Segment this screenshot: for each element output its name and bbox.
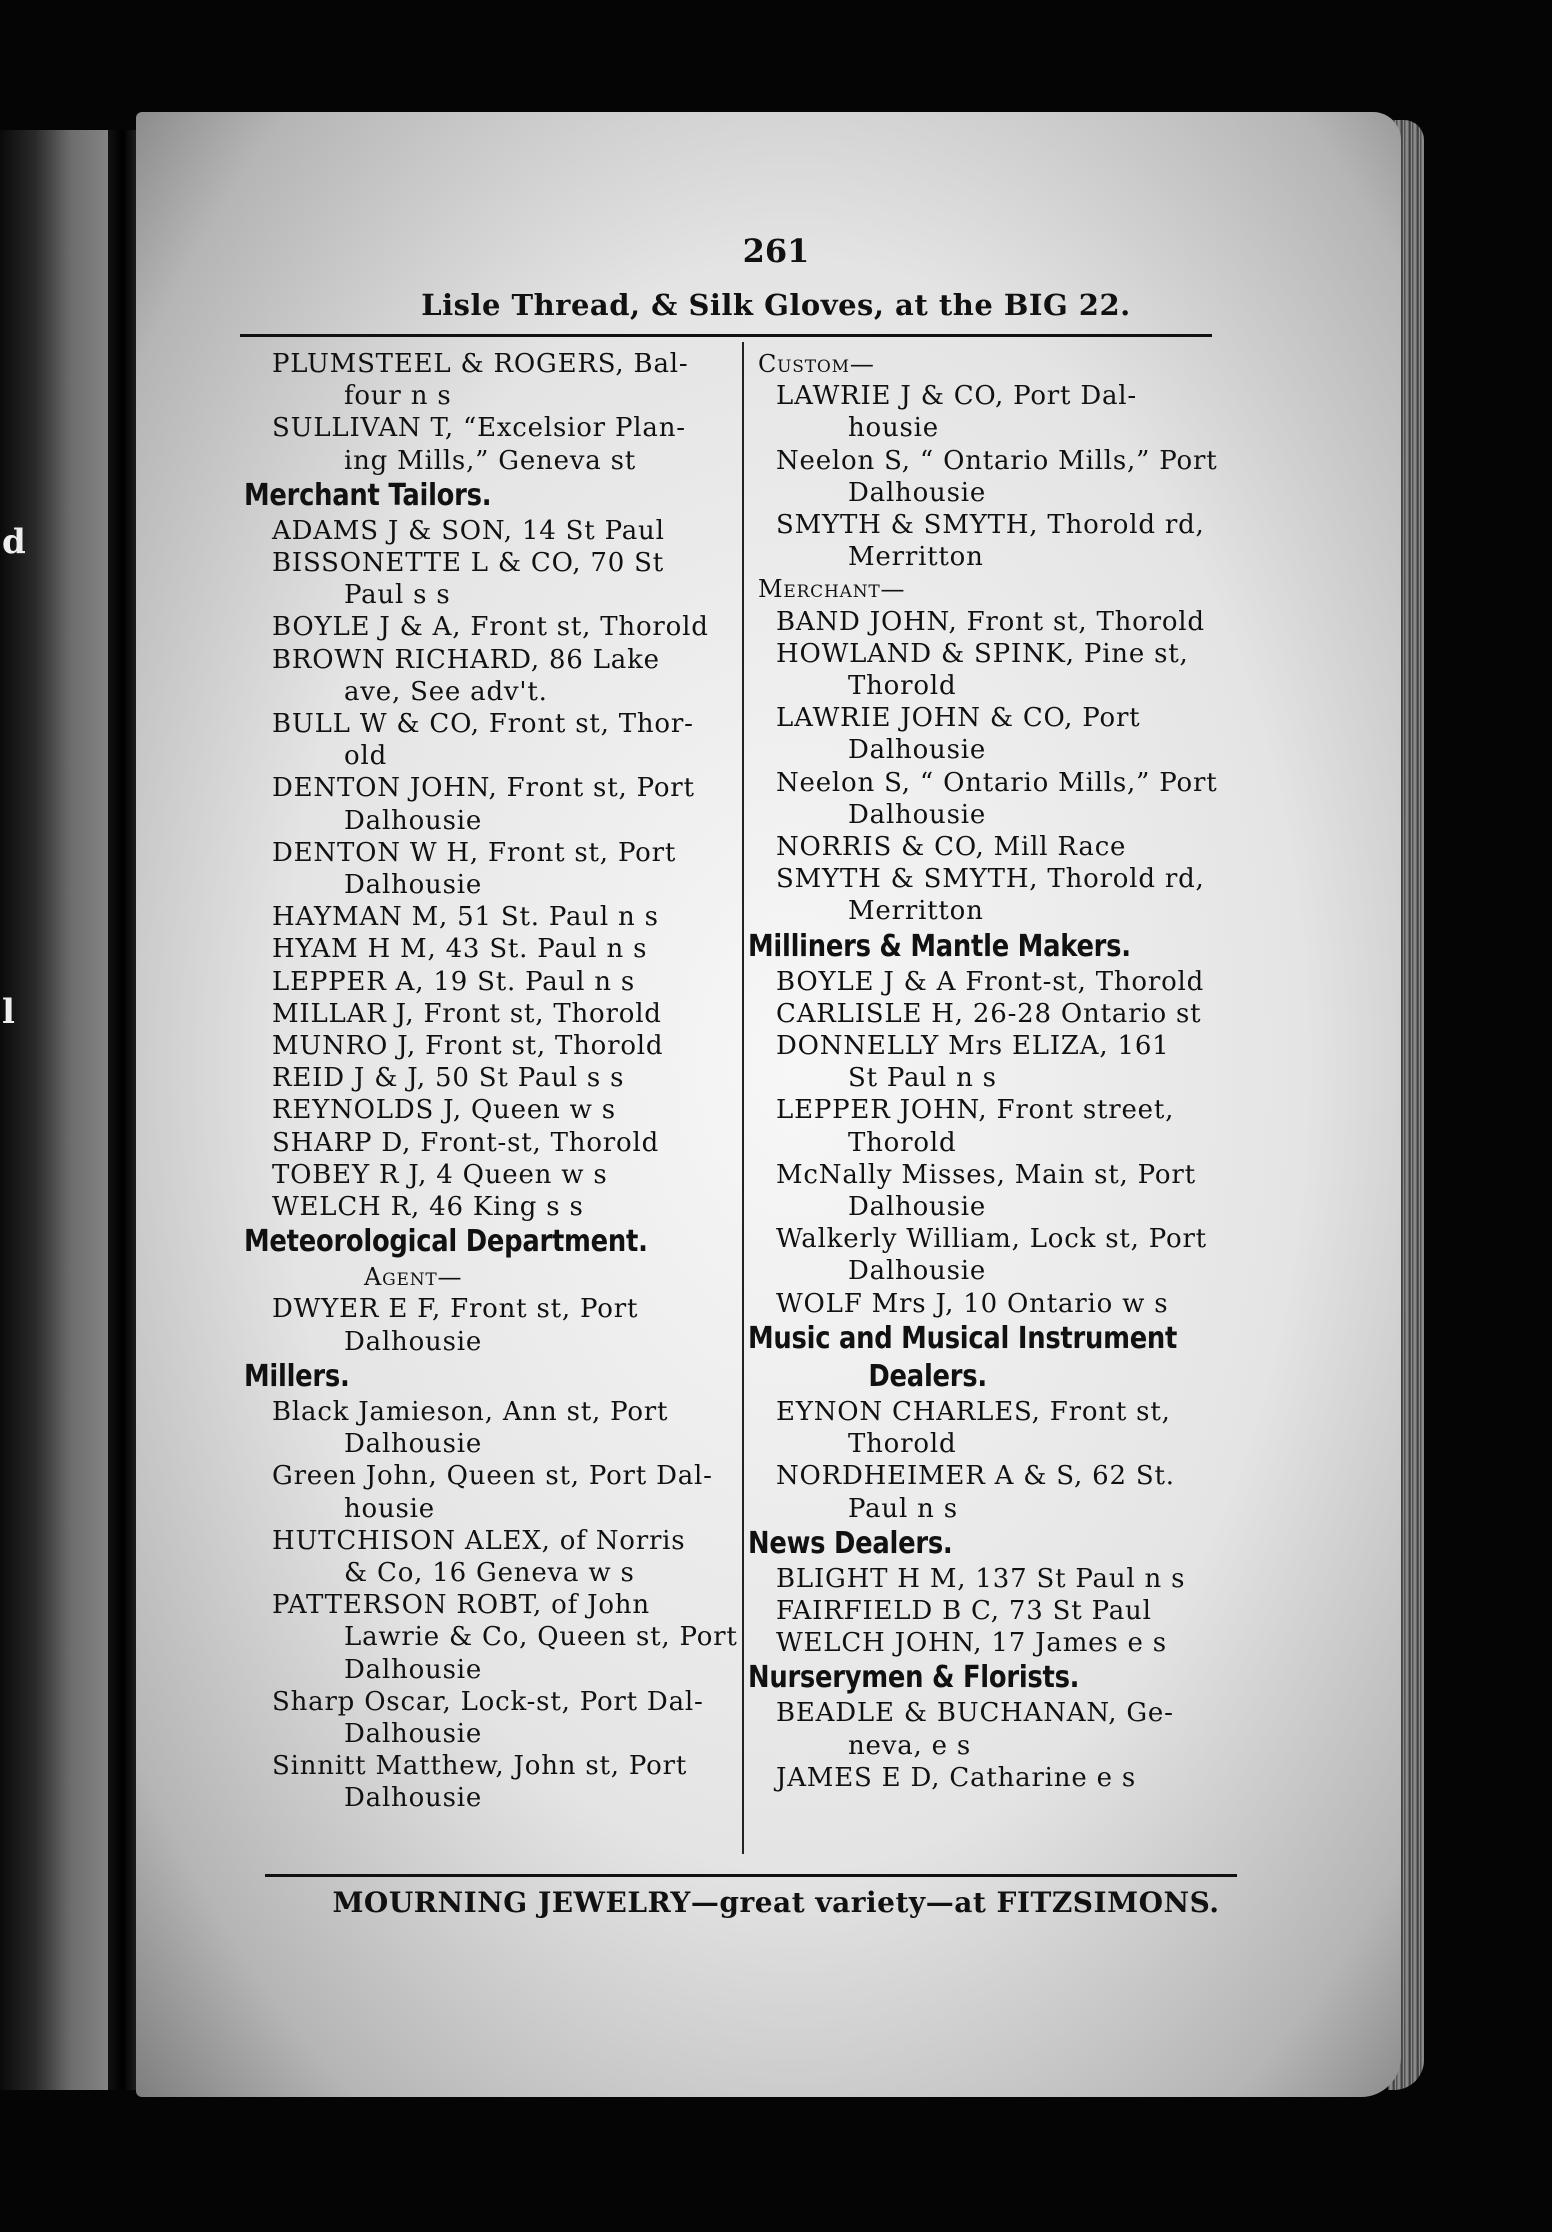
entry-line: Sinnitt Matthew, John st, Port [272,1751,688,1782]
section-heading: News Dealers. [748,1525,953,1561]
entry-line: BLIGHT H M, 137 St Paul n s [776,1563,1186,1594]
directory-entry [244,412,740,476]
directory-entry [748,1627,1240,1659]
entry-line: Black Jamieson, Ann st, Port [272,1396,669,1427]
directory-entry [244,515,740,547]
directory-entry [748,1288,1240,1320]
section-heading: Music and Musical Instrument [748,1320,1178,1356]
entry-line: TOBEY R J, 4 Queen w s [272,1159,608,1190]
right-column [748,348,1240,1794]
directory-entry [244,1686,740,1750]
directory-entry [748,831,1240,863]
entry-line: LEPPER A, 19 St. Paul n s [272,966,636,997]
directory-entry [748,1396,1240,1460]
entry-line: DONNELLY Mrs ELIZA, 161 [776,1031,1170,1062]
entry-line: CARLISLE H, 26-28 Ontario st [776,998,1202,1029]
column-divider [742,342,744,1854]
entry-line: SMYTH & SMYTH, Thorold rd, [776,864,1205,895]
entry-line: LAWRIE J & CO, Port Dal- [776,381,1137,412]
directory-entry [244,1159,740,1191]
entry-line: DWYER E F, Front st, Port [272,1294,639,1325]
subsection-label: Agent— [364,1263,463,1292]
directory-entry [244,966,740,998]
entry-line: Green John, Queen st, Port Dal- [272,1461,713,1492]
entry-line: HUTCHISON ALEX, of Norris [272,1525,686,1556]
directory-entry [748,1159,1240,1223]
entry-line: PATTERSON ROBT, of John [272,1590,650,1621]
entry-line: WELCH R, 46 King s s [272,1192,584,1223]
entry-continuation: Dalhousie [848,799,987,830]
entry-line: BOYLE J & A, Front st, Thorold [272,612,709,643]
directory-entry [748,1030,1240,1094]
directory-entry [244,1127,740,1159]
entry-line: HAYMAN M, 51 St. Paul n s [272,902,659,933]
directory-entry [748,1094,1240,1158]
entry-line: Neelon S, “ Ontario Mills,” Port [776,767,1218,798]
section-heading: Merchant Tailors. [244,477,492,513]
section-heading: Milliners & Mantle Makers. [748,928,1131,964]
footer-advertisement: MOURNING JEWELRY—great variety—at FITZSIMONS. [332,1886,1220,1919]
section-heading: Nurserymen & Florists. [748,1660,1080,1696]
directory-entry [748,1697,1240,1761]
directory-entry [748,606,1240,638]
directory-entry [244,1396,740,1460]
entry-continuation: Dalhousie [344,1654,483,1685]
directory-entry [244,547,740,611]
section-heading: Millers. [244,1358,350,1394]
entry-continuation: Dalhousie [848,1256,987,1287]
directory-entry [748,445,1240,509]
left-column [244,348,740,1815]
entry-line: NORDHEIMER A & S, 62 St. [776,1461,1175,1492]
directory-entry [748,966,1240,998]
entry-line: SULLIVAN T, “Excelsior Plan- [272,413,686,444]
entry-line: LAWRIE JOHN & CO, Port [776,703,1141,734]
directory-entry [244,1030,740,1062]
directory-entry [748,1563,1240,1595]
entry-line: JAMES E D, Catharine e s [776,1762,1136,1793]
directory-entry [244,837,740,901]
entry-line: HOWLAND & SPINK, Pine st, [776,638,1189,669]
section-heading: Meteorological Department. [244,1224,648,1260]
directory-entry [748,1595,1240,1627]
entry-line: Walkerly William, Lock st, Port [776,1224,1207,1255]
entry-line: REYNOLDS J, Queen w s [272,1095,616,1126]
left-page-edge [0,130,118,2090]
entry-continuation: St Paul n s [848,1063,997,1094]
directory-entry [748,509,1240,573]
entry-continuation: Dalhousie [848,1192,987,1223]
entry-continuation: Dalhousie [344,1326,483,1357]
section-heading-continuation: Dealers. [868,1358,987,1394]
entry-line: LEPPER JOHN, Front street, [776,1095,1175,1126]
entry-line: Sharp Oscar, Lock-st, Port Dal- [272,1686,704,1717]
entry-continuation: housie [344,1493,435,1524]
entry-line: HYAM H M, 43 St. Paul n s [272,934,648,965]
directory-entry [748,767,1240,831]
directory-entry [244,998,740,1030]
entry-line: BISSONETTE L & CO, 70 St [272,548,664,579]
directory-entry [244,644,740,708]
directory-entry [244,611,740,643]
subsection-label: Merchant— [758,575,906,604]
entry-continuation: Thorold [848,671,957,702]
directory-entry [748,998,1240,1030]
entry-continuation: Paul n s [848,1493,958,1524]
entry-line: MILLAR J, Front st, Thorold [272,998,662,1029]
running-head-advertisement: Lisle Thread, & Silk Gloves, at the BIG 22. [421,288,1131,322]
entry-line: BULL W & CO, Front st, Thor- [272,709,694,740]
directory-entry [244,901,740,933]
directory-entry [244,933,740,965]
directory-entry [244,1094,740,1126]
entry-continuation: & Co, 16 Geneva w s [344,1557,635,1588]
entry-line: ADAMS J & SON, 14 St Paul [272,515,665,546]
directory-entry [748,702,1240,766]
entry-continuation: Dalhousie [344,870,483,901]
entry-line: FAIRFIELD B C, 73 St Paul [776,1595,1152,1626]
entry-line: Neelon S, “ Ontario Mills,” Port [776,445,1218,476]
entry-continuation: Paul s s [344,580,451,611]
entry-line: BAND JOHN, Front st, Thorold [776,606,1205,637]
entry-continuation: four n s [344,381,452,412]
directory-entry [244,1191,740,1223]
entry-line: REID J & J, 50 St Paul s s [272,1063,625,1094]
entry-continuation: Dalhousie [344,805,483,836]
directory-entry [244,1293,740,1357]
entry-continuation: housie [848,413,939,444]
footer-rule [265,1874,1237,1877]
entry-line: BOYLE J & A Front-st, Thorold [776,966,1205,997]
directory-entry [748,863,1240,927]
entry-continuation: Lawrie & Co, Queen st, Port [344,1622,738,1653]
entry-continuation: Merritton [848,896,984,927]
directory-entry [748,1460,1240,1524]
left-page-fragment-1: d [2,522,26,562]
directory-entry [748,380,1240,444]
entry-line: WELCH JOHN, 17 James e s [776,1628,1167,1659]
entry-continuation: Dalhousie [344,1429,483,1460]
entry-line: McNally Misses, Main st, Port [776,1159,1196,1190]
directory-entry [244,1460,740,1524]
left-page-fragment-2: l [2,992,15,1032]
directory-entry [748,1223,1240,1287]
entry-line: SMYTH & SMYTH, Thorold rd, [776,510,1205,541]
entry-continuation: old [344,741,388,772]
entry-line: NORRIS & CO, Mill Race [776,832,1127,863]
entry-continuation: Dalhousie [848,477,987,508]
entry-line: WOLF Mrs J, 10 Ontario w s [776,1288,1169,1319]
directory-entry [244,348,740,412]
entry-line: PLUMSTEEL & ROGERS, Bal- [272,349,689,379]
directory-entry [244,708,740,772]
subsection-label: Custom— [758,350,875,378]
directory-entry [244,1062,740,1094]
entry-continuation: neva, e s [848,1730,972,1761]
directory-entry [244,1589,740,1686]
directory-entry [244,1525,740,1589]
entry-continuation: ing Mills,” Geneva st [344,445,637,476]
directory-entry [244,772,740,836]
entry-continuation: Merritton [848,542,984,573]
entry-continuation: Dalhousie [848,735,987,766]
entry-line: SHARP D, Front-st, Thorold [272,1127,660,1158]
entry-continuation: Dalhousie [344,1718,483,1749]
directory-entry [748,638,1240,702]
entry-line: DENTON W H, Front st, Port [272,837,677,868]
header-rule [240,334,1212,337]
page-number: 261 [742,232,810,270]
directory-entry [244,1750,740,1814]
entry-continuation: Dalhousie [344,1783,483,1814]
entry-line: EYNON CHARLES, Front st, [776,1396,1171,1427]
directory-entry [748,1762,1240,1794]
book-spine [108,130,138,2090]
entry-continuation: Thorold [848,1127,957,1158]
entry-line: MUNRO J, Front st, Thorold [272,1031,664,1062]
entry-continuation: Thorold [848,1429,957,1460]
entry-line: BEADLE & BUCHANAN, Ge- [776,1698,1174,1729]
entry-line: DENTON JOHN, Front st, Port [272,773,695,804]
entry-continuation: ave, See adv't. [344,676,548,707]
entry-line: BROWN RICHARD, 86 Lake [272,644,660,675]
